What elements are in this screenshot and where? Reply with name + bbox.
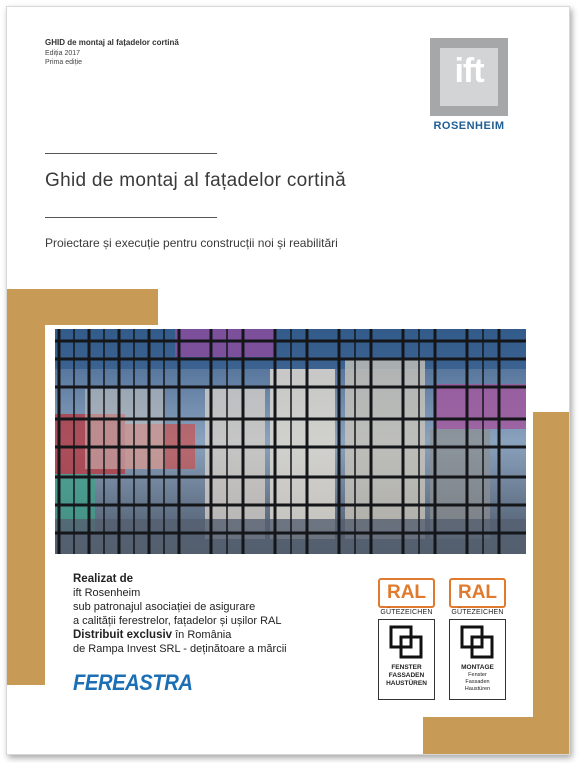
ral-line-1: MONTAGE [461,664,494,671]
ral-quality-mark-fenster [378,578,435,700]
credits-block [73,572,287,656]
ral-logo: RAL [449,578,506,608]
ral-seal-icon [389,625,423,659]
made-by-label: Realizat de [73,573,134,585]
edition-year: Ediția 2017 [45,50,81,57]
distributed-label: Distribuit exclusiv [73,629,173,641]
ral-caption: GÜTEZEICHEN [451,609,504,616]
divider-top [45,153,217,154]
logo-text: ift [454,52,484,90]
patronage-line-1: sub patronajul asociației de asigurare [73,601,256,613]
ral-line-2: Fenster [468,672,487,678]
document-subtitle: Proiectare și execuție pentru construcții noi și reabilitări [45,236,338,250]
ift-rosenheim-logo [430,38,508,136]
ral-line-2: FASSADEN [388,672,425,679]
edition-note: Prima ediție [45,59,82,66]
fereastra-brand-logo: FEREASTRA [73,670,193,695]
distributor-line: de Rampa Invest SRL - deținătoare a mărcii [73,643,287,655]
logo-frame [430,38,508,116]
ral-seal [449,619,506,700]
divider-bottom [45,217,217,218]
ral-seal-text [379,664,434,688]
distributed-region: în România [172,629,232,641]
ral-quality-mark-montage [449,578,506,700]
distribution-line [73,628,287,642]
ral-line-1: FENSTER [391,664,422,671]
ral-seal [378,619,435,700]
made-by-name: ift Rosenheim [73,587,141,599]
patronage-line-2: a calității ferestrelor, fațadelor și ușilor RAL [73,615,282,627]
ral-line-3: HAUSTÜREN [386,680,427,687]
header-small-title: GHID de montaj al fațadelor cortină [45,38,179,47]
ral-seal-text [450,664,505,693]
ral-logo: RAL [378,578,435,608]
document-cover [6,6,570,755]
facade-illustration [55,329,526,554]
ral-seal-icon [460,625,494,659]
document-title: Ghid de montaj al fațadelor cortină [45,170,346,191]
ral-caption: GÜTEZEICHEN [380,609,433,616]
logo-subtext: ROSENHEIM [433,120,505,132]
ral-line-4: Haustüren [464,686,491,692]
curtain-wall-facade-photo [55,329,526,554]
ral-line-3: Fassaden [465,679,490,685]
